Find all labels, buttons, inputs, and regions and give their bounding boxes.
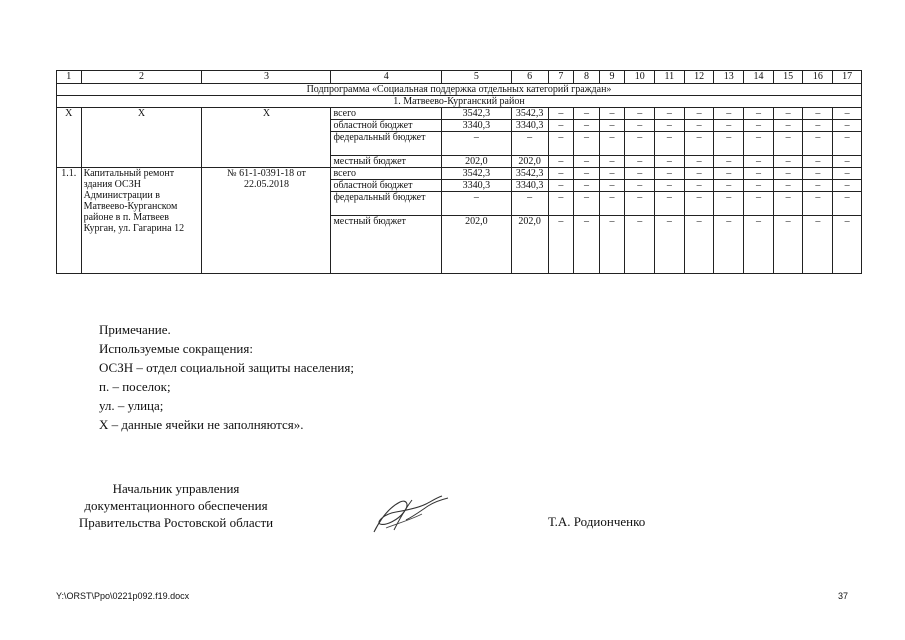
- total-value: 202,0: [442, 216, 512, 274]
- period-value: –: [574, 180, 600, 192]
- period-value: –: [655, 120, 685, 132]
- subprogram-row: [57, 84, 862, 96]
- district-row: [57, 96, 862, 108]
- column-number: 14: [744, 71, 774, 84]
- period-value: –: [803, 168, 833, 180]
- period-value: –: [599, 132, 625, 156]
- period-value: –: [773, 192, 803, 216]
- position-line: документационного обеспечения: [84, 498, 268, 513]
- period-value: –: [773, 120, 803, 132]
- notes-block: [99, 320, 354, 434]
- item-number: Х: [57, 108, 82, 168]
- period-value: –: [574, 216, 600, 274]
- period-value: –: [625, 180, 655, 192]
- note-line: Примечание.: [99, 322, 171, 337]
- period-value: –: [574, 108, 600, 120]
- period-value: –: [599, 180, 625, 192]
- note-line: ОСЗН – отдел социальной защиты населения;: [99, 360, 354, 375]
- period-value: –: [684, 132, 714, 156]
- period-value: –: [655, 168, 685, 180]
- year-value: 3542,3: [511, 108, 548, 120]
- total-value: 3542,3: [442, 168, 512, 180]
- footer-file-path: Y:\ORST\Ppo\0221p092.f19.docx: [56, 591, 190, 601]
- period-value: –: [548, 216, 574, 274]
- period-value: –: [803, 132, 833, 156]
- table-row: [57, 168, 862, 180]
- period-value: –: [833, 156, 862, 168]
- period-value: –: [803, 108, 833, 120]
- item-description: Х: [81, 108, 202, 168]
- year-value: 202,0: [511, 216, 548, 274]
- period-value: –: [773, 156, 803, 168]
- year-value: 3542,3: [511, 168, 548, 180]
- period-value: –: [599, 108, 625, 120]
- period-value: –: [655, 180, 685, 192]
- period-value: –: [714, 216, 744, 274]
- column-number-row: [57, 71, 862, 84]
- period-value: –: [684, 216, 714, 274]
- period-value: –: [773, 132, 803, 156]
- period-value: –: [599, 216, 625, 274]
- period-value: –: [833, 120, 862, 132]
- period-value: –: [655, 192, 685, 216]
- period-value: –: [625, 108, 655, 120]
- year-value: 3340,3: [511, 120, 548, 132]
- item-document: № 61-1-0391-18 от 22.05.2018: [202, 168, 331, 274]
- item-document: Х: [202, 108, 331, 168]
- period-value: –: [773, 108, 803, 120]
- column-number: 10: [625, 71, 655, 84]
- signatory-name: Т.А. Родионченко: [548, 514, 646, 529]
- funding-source: всего: [331, 168, 442, 180]
- period-value: –: [744, 180, 774, 192]
- period-value: –: [599, 120, 625, 132]
- note-line: Х – данные ячейки не заполняются».: [99, 417, 304, 432]
- year-value: –: [511, 192, 548, 216]
- period-value: –: [744, 108, 774, 120]
- period-value: –: [548, 180, 574, 192]
- period-value: –: [548, 156, 574, 168]
- period-value: –: [574, 168, 600, 180]
- item-number: 1.1.: [57, 168, 82, 274]
- period-value: –: [773, 168, 803, 180]
- period-value: –: [803, 216, 833, 274]
- position-line: Правительства Ростовской области: [78, 515, 274, 530]
- period-value: –: [714, 156, 744, 168]
- period-value: –: [833, 108, 862, 120]
- period-value: –: [548, 192, 574, 216]
- period-value: –: [599, 168, 625, 180]
- total-value: –: [442, 132, 512, 156]
- period-value: –: [655, 156, 685, 168]
- period-value: –: [574, 132, 600, 156]
- column-number: 15: [773, 71, 803, 84]
- item-description: Капитальный ремонт здания ОСЗН Администрации в Матвеево-Курганском районе в п. Матвеев Курган, ул. Гагарина 12: [81, 168, 202, 274]
- period-value: –: [833, 192, 862, 216]
- funding-source: федеральный бюджет: [331, 132, 442, 156]
- column-number: 8: [574, 71, 600, 84]
- period-value: –: [548, 108, 574, 120]
- position-line: Начальник управления: [112, 481, 240, 496]
- period-value: –: [803, 156, 833, 168]
- period-value: –: [714, 132, 744, 156]
- column-number: 1: [57, 71, 82, 84]
- period-value: –: [833, 180, 862, 192]
- period-value: –: [833, 216, 862, 274]
- funding-source: федеральный бюджет: [331, 192, 442, 216]
- period-value: –: [773, 216, 803, 274]
- column-number: 7: [548, 71, 574, 84]
- handwritten-signature: [366, 490, 456, 540]
- total-value: 3542,3: [442, 108, 512, 120]
- column-number: 6: [511, 71, 548, 84]
- column-number: 2: [81, 71, 202, 84]
- period-value: –: [744, 168, 774, 180]
- period-value: –: [599, 192, 625, 216]
- period-value: –: [684, 120, 714, 132]
- period-value: –: [655, 132, 685, 156]
- funding-source: всего: [331, 108, 442, 120]
- period-value: –: [574, 120, 600, 132]
- period-value: –: [773, 180, 803, 192]
- period-value: –: [548, 132, 574, 156]
- period-value: –: [714, 180, 744, 192]
- footer-page-number: 37: [838, 591, 849, 601]
- district-title: 1. Матвеево-Курганский район: [57, 96, 862, 108]
- period-value: –: [684, 192, 714, 216]
- period-value: –: [684, 168, 714, 180]
- period-value: –: [548, 120, 574, 132]
- year-value: –: [511, 132, 548, 156]
- note-line: п. – поселок;: [99, 379, 171, 394]
- period-value: –: [574, 156, 600, 168]
- period-value: –: [744, 120, 774, 132]
- total-value: 3340,3: [442, 120, 512, 132]
- total-value: 202,0: [442, 156, 512, 168]
- column-number: 16: [803, 71, 833, 84]
- period-value: –: [625, 156, 655, 168]
- period-value: –: [833, 132, 862, 156]
- period-value: –: [655, 108, 685, 120]
- year-value: 3340,3: [511, 180, 548, 192]
- period-value: –: [833, 168, 862, 180]
- column-number: 11: [655, 71, 685, 84]
- funding-source: областной бюджет: [331, 120, 442, 132]
- period-value: –: [625, 192, 655, 216]
- period-value: –: [803, 192, 833, 216]
- period-value: –: [714, 108, 744, 120]
- budget-table: [56, 70, 862, 274]
- funding-source: местный бюджет: [331, 216, 442, 274]
- period-value: –: [655, 216, 685, 274]
- period-value: –: [625, 132, 655, 156]
- period-value: –: [744, 192, 774, 216]
- period-value: –: [714, 192, 744, 216]
- period-value: –: [803, 180, 833, 192]
- year-value: 202,0: [511, 156, 548, 168]
- column-number: 17: [833, 71, 862, 84]
- period-value: –: [744, 132, 774, 156]
- period-value: –: [684, 108, 714, 120]
- period-value: –: [625, 168, 655, 180]
- period-value: –: [574, 192, 600, 216]
- period-value: –: [625, 216, 655, 274]
- period-value: –: [599, 156, 625, 168]
- column-number: 3: [202, 71, 331, 84]
- table-row: [57, 108, 862, 120]
- column-number: 4: [331, 71, 442, 84]
- column-number: 12: [684, 71, 714, 84]
- note-line: Используемые сокращения:: [99, 341, 253, 356]
- period-value: –: [684, 180, 714, 192]
- column-number: 13: [714, 71, 744, 84]
- period-value: –: [803, 120, 833, 132]
- period-value: –: [714, 168, 744, 180]
- subprogram-title: Подпрограмма «Социальная поддержка отдельных категорий граждан»: [57, 84, 862, 96]
- period-value: –: [714, 120, 744, 132]
- funding-source: областной бюджет: [331, 180, 442, 192]
- funding-source: местный бюджет: [331, 156, 442, 168]
- column-number: 5: [442, 71, 512, 84]
- signatory-position: [56, 480, 296, 531]
- period-value: –: [744, 216, 774, 274]
- note-line: ул. – улица;: [99, 398, 164, 413]
- column-number: 9: [599, 71, 625, 84]
- period-value: –: [684, 156, 714, 168]
- period-value: –: [625, 120, 655, 132]
- total-value: –: [442, 192, 512, 216]
- period-value: –: [548, 168, 574, 180]
- period-value: –: [744, 156, 774, 168]
- total-value: 3340,3: [442, 180, 512, 192]
